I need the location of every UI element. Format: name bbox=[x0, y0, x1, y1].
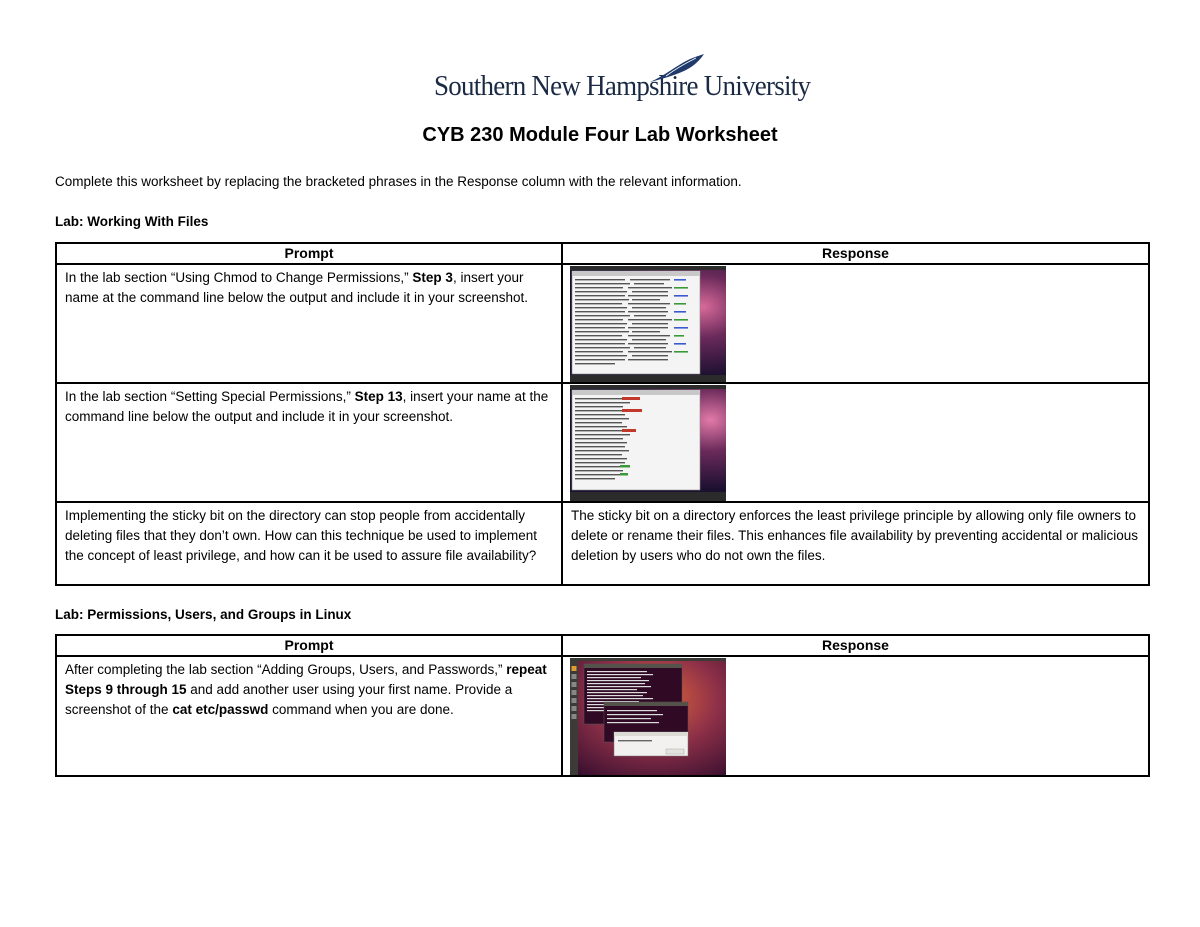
table-row bbox=[56, 383, 1149, 502]
passwd-screenshot bbox=[570, 658, 726, 775]
permissions-users-groups-table bbox=[55, 634, 1150, 777]
section-heading-working-with-files: Lab: Working With Files bbox=[55, 214, 209, 229]
prompt-column-header: Prompt bbox=[56, 243, 562, 264]
table-row bbox=[56, 656, 1149, 776]
working-with-files-table bbox=[55, 242, 1150, 586]
intro-text: Complete this worksheet by replacing the bracketed phrases in the Response column with the relevant information. bbox=[55, 174, 742, 189]
prompt-cell: Implementing the sticky bit on the directory can stop people from accidentally deleting files that they don’t own. How can this technique be used to implement the concept of least privilege, and how can it be used to assure file availability? bbox=[65, 508, 538, 563]
special-permissions-screenshot bbox=[570, 385, 726, 501]
quill-icon bbox=[646, 54, 706, 84]
response-column-header: Response bbox=[562, 243, 1149, 264]
page-title: CYB 230 Module Four Lab Worksheet bbox=[422, 124, 778, 146]
university-name: Southern New Hampshire University bbox=[434, 70, 811, 102]
table-row bbox=[56, 502, 1149, 585]
prompt-column-header: Prompt bbox=[56, 635, 562, 656]
prompt-cell: After completing the lab section “Adding Groups, Users, and Passwords,” repeat Steps 9 through 15 and add another user using your first name. Provide a screenshot of the cat etc/passwd command when you are done. bbox=[65, 662, 547, 717]
section-heading-permissions-users-groups: Lab: Permissions, Users, and Groups in Linux bbox=[55, 607, 352, 622]
prompt-cell: In the lab section “Setting Special Permissions,” Step 13, insert your name at the command line below the output and include it in your screenshot. bbox=[65, 389, 549, 424]
table-header-row bbox=[56, 243, 1149, 264]
university-logo bbox=[434, 54, 811, 106]
table-row bbox=[56, 264, 1149, 383]
table-header-row bbox=[56, 635, 1149, 656]
prompt-cell: In the lab section “Using Chmod to Change Permissions,” Step 3, insert your name at the command line below the output and include it in your screenshot. bbox=[65, 270, 529, 305]
response-column-header: Response bbox=[562, 635, 1149, 656]
chmod-screenshot bbox=[570, 266, 726, 382]
response-cell: The sticky bit on a directory enforces the least privilege principle by allowing only file owners to delete or rename their files. This enhances file availability by preventing accidental or malicious deletion by users who do not own the files. bbox=[571, 508, 1139, 563]
